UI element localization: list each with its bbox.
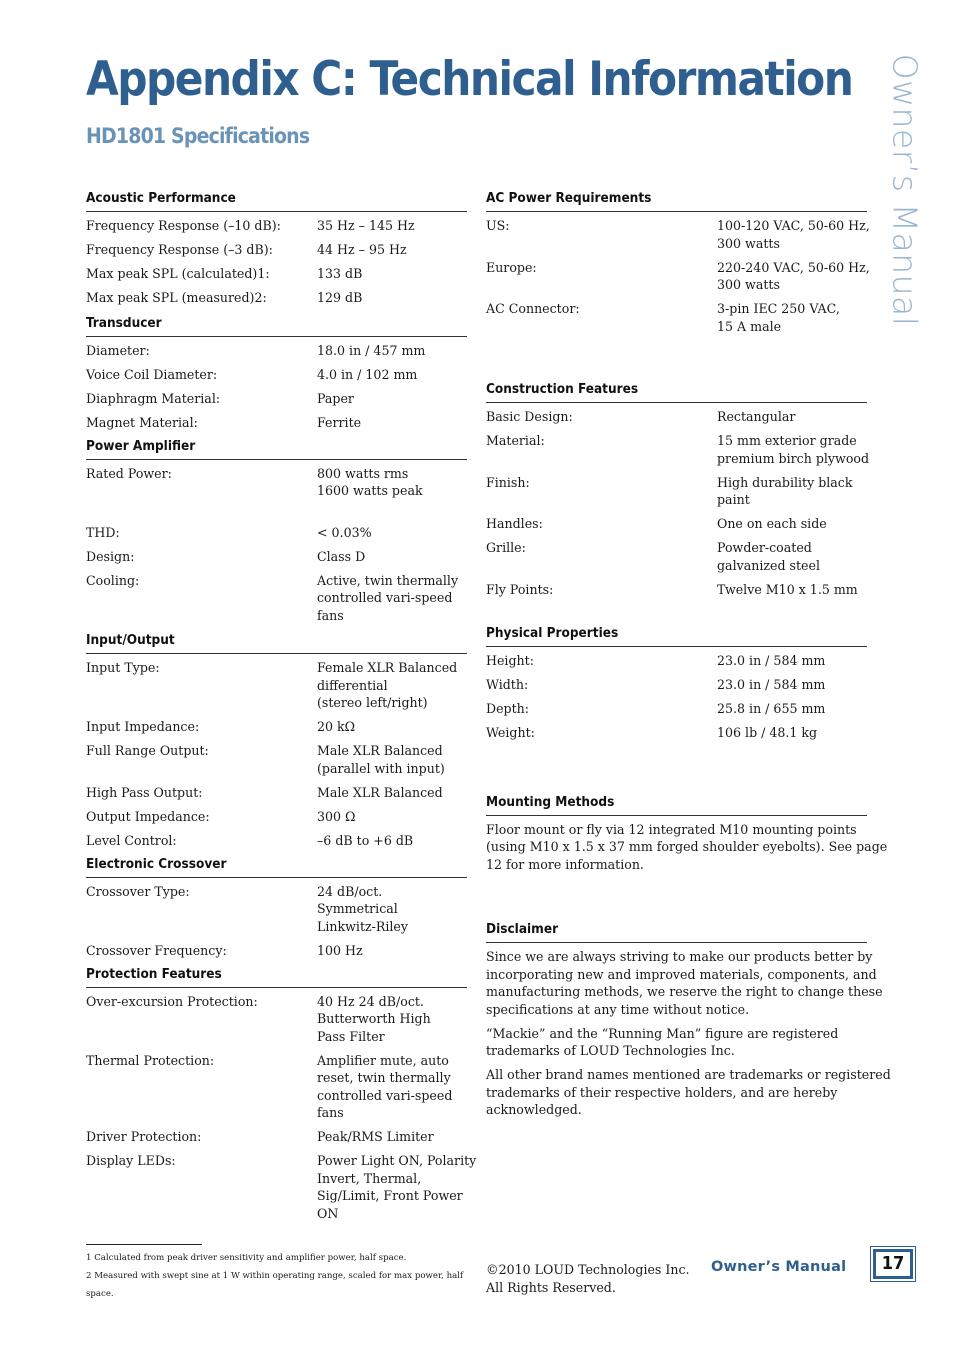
spec-label: US: — [486, 218, 510, 233]
spec-value — [317, 808, 467, 826]
spec-label: Frequency Response (–10 dB): — [86, 218, 281, 233]
paragraph-line: incorporating new and improved materials, components, and — [486, 966, 877, 982]
section-title: Acoustic Performance — [86, 190, 467, 212]
page-number-box — [871, 1247, 915, 1281]
spec-value-line: Active, twin thermally — [317, 572, 459, 588]
spec-section — [86, 190, 467, 307]
paragraph-line: Since we are always striving to make our products better by — [486, 949, 873, 964]
spec-value-line: ON — [317, 1205, 339, 1221]
spec-section — [486, 921, 891, 1119]
spec-label: AC Connector: — [486, 301, 580, 316]
spec-value-line: One on each side — [717, 516, 827, 531]
spec-value-line: Amplifier mute, auto — [317, 1052, 449, 1068]
spec-label: Diameter: — [86, 342, 150, 358]
spec-value-line: Ferrite — [317, 414, 362, 430]
spec-value-line: 15 A male — [717, 318, 782, 334]
spec-value-line: (parallel with input) — [317, 760, 445, 776]
spec-label: Full Range Output: — [86, 743, 209, 758]
spec-row — [86, 1128, 467, 1146]
paragraph-line: “Mackie” and the “Running Man” figure are registered — [486, 1025, 839, 1041]
paragraph-line: manufacturing methods, we reserve the right to change these — [486, 984, 883, 999]
spec-value — [317, 1128, 467, 1146]
spec-label: Handles: — [486, 516, 543, 531]
section-title: Mounting Methods — [486, 794, 867, 816]
spec-value-line: 18.0 in / 457 mm — [317, 342, 426, 358]
spec-value-line: reset, twin thermally — [317, 1070, 451, 1085]
section-title: Electronic Crossover — [86, 856, 467, 878]
spec-label: Max peak SPL (calculated)1: — [86, 266, 270, 281]
spec-value — [717, 408, 867, 426]
spec-value-line: 106 lb / 48.1 kg — [717, 725, 818, 740]
spec-row — [486, 432, 870, 467]
spec-value — [317, 465, 467, 500]
spec-value — [317, 572, 467, 625]
spec-row — [86, 366, 467, 384]
spec-value-line: 133 dB — [317, 266, 363, 281]
spec-value-line: < 0.03% — [317, 524, 372, 540]
copyright — [486, 1261, 690, 1296]
spec-value — [317, 659, 467, 712]
spec-value-line: Symmetrical — [317, 901, 398, 916]
spec-value-line: controlled vari-speed — [317, 1087, 453, 1103]
copyright-line: All Rights Reserved. — [486, 1279, 616, 1295]
spec-value-line: fans — [317, 607, 344, 623]
spec-row — [486, 217, 870, 252]
spec-label: Frequency Response (–3 dB): — [86, 242, 273, 257]
footnotes — [86, 1249, 466, 1303]
footnote-line: 2 Measured with swept sine at 1 W within operating range, scaled for max power, half — [86, 1271, 464, 1281]
spec-row — [486, 539, 867, 574]
spec-section — [486, 793, 888, 874]
paragraph-line: acknowledged. — [486, 1102, 582, 1117]
spec-label: Rated Power: — [86, 465, 172, 481]
spec-value-line: Powder-coated — [717, 540, 812, 555]
spec-label: Crossover Frequency: — [86, 942, 227, 958]
spec-value-line: Sig/Limit, Front Power — [317, 1188, 463, 1203]
spec-value-line: 300 Ω — [317, 808, 356, 824]
right-spec-column — [486, 190, 891, 1125]
spec-row — [86, 414, 467, 432]
spec-label: Weight: — [486, 725, 535, 740]
spec-row — [86, 217, 467, 235]
section-title: Protection Features — [86, 966, 467, 988]
spec-row — [86, 289, 467, 307]
spec-value — [717, 300, 867, 335]
spec-row — [86, 808, 467, 826]
left-spec-column — [86, 190, 477, 1229]
page-title: Appendix C: Technical Information — [86, 52, 853, 107]
spec-label: Input Type: — [86, 660, 160, 675]
spec-value-line: 300 watts — [717, 235, 780, 251]
section-paragraph — [486, 1025, 867, 1060]
spec-value — [317, 1152, 476, 1222]
spec-value-line: 100 Hz — [317, 942, 363, 958]
spec-label: Height: — [486, 653, 534, 668]
spec-value-line: 15 mm exterior grade — [717, 433, 857, 448]
spec-value-line: differential — [317, 677, 388, 693]
spec-value-line: Female XLR Balanced — [317, 660, 458, 675]
spec-value — [317, 832, 467, 850]
spec-label: Design: — [86, 548, 135, 564]
spec-value-line: 800 watts rms — [317, 465, 409, 481]
spec-value-line: 300 watts — [717, 277, 780, 292]
spec-section — [86, 856, 467, 960]
spec-label: Thermal Protection: — [86, 1052, 215, 1068]
spec-value-line: 24 dB/oct. — [317, 883, 383, 899]
spec-value-line: Twelve M10 x 1.5 mm — [717, 581, 858, 597]
spec-row — [486, 474, 867, 509]
paragraph-line: trademarks of their respective holders, and are hereby — [486, 1084, 838, 1100]
spec-value-line: Peak/RMS Limiter — [317, 1129, 434, 1144]
spec-value-line: Class D — [317, 548, 366, 564]
spec-value-line: 1600 watts peak — [317, 483, 423, 498]
section-title: Physical Properties — [486, 625, 867, 647]
footnote-rule — [86, 1244, 202, 1245]
spec-value — [717, 676, 867, 694]
section-paragraph — [486, 1066, 891, 1119]
spec-row — [486, 676, 867, 694]
spec-section — [86, 438, 467, 625]
spec-label: Diaphragm Material: — [86, 390, 221, 406]
spec-value — [317, 414, 467, 432]
section-paragraph — [486, 821, 888, 874]
spec-section — [86, 965, 477, 1223]
spec-row — [486, 724, 867, 742]
spec-label: Over-excursion Protection: — [86, 993, 258, 1009]
spec-value — [317, 342, 467, 360]
spec-value-line: Rectangular — [717, 409, 796, 424]
spec-label: Level Control: — [86, 832, 177, 848]
spec-value — [717, 581, 867, 599]
spec-value-line: 129 dB — [317, 290, 363, 305]
paragraph-line: specifications at any time without notice. — [486, 1001, 750, 1017]
spec-label: Finish: — [486, 474, 530, 490]
spec-section — [486, 190, 870, 335]
spec-row — [86, 1152, 477, 1222]
spec-row — [86, 742, 467, 777]
spec-label: High Pass Output: — [86, 784, 203, 800]
spec-section — [86, 632, 467, 849]
paragraph-line: trademarks of LOUD Technologies Inc. — [486, 1043, 735, 1058]
spec-row — [486, 581, 867, 599]
paragraph-line: (using M10 x 1.5 x 37 mm forged shoulder eyebolts). See page — [486, 839, 888, 854]
spec-label: Crossover Type: — [86, 883, 190, 899]
section-title: AC Power Requirements — [486, 190, 867, 212]
spec-label: Magnet Material: — [86, 414, 198, 430]
copyright-line: ©2010 LOUD Technologies Inc. — [486, 1262, 690, 1277]
spec-row — [86, 993, 467, 1046]
spec-value — [317, 241, 467, 259]
footnote-line: 1 Calculated from peak driver sensitivity and amplifier power, half space. — [86, 1253, 407, 1263]
spec-row — [86, 832, 467, 850]
spec-row — [86, 390, 467, 408]
spec-row — [486, 259, 870, 294]
spec-value — [317, 993, 467, 1046]
spec-row — [86, 265, 467, 283]
spec-value-line: galvanized steel — [717, 557, 820, 573]
spec-value-line: Invert, Thermal, — [317, 1170, 422, 1186]
spec-row — [86, 465, 467, 500]
spec-value-line: 25.8 in / 655 mm — [717, 701, 826, 716]
spec-value-line: Pass Filter — [317, 1028, 385, 1044]
section-title: Construction Features — [486, 381, 867, 403]
spec-row — [486, 652, 867, 670]
spec-value-line: Paper — [317, 390, 354, 406]
spec-value — [717, 652, 867, 670]
spec-value-line: (stereo left/right) — [317, 695, 428, 710]
spec-value-line: 40 Hz 24 dB/oct. — [317, 993, 424, 1009]
spec-row — [86, 342, 467, 360]
spec-label: Max peak SPL (measured)2: — [86, 290, 267, 305]
section-title: Disclaimer — [486, 921, 867, 943]
paragraph-line: All other brand names mentioned are trademarks or registered — [486, 1067, 891, 1082]
spec-label: Display LEDs: — [86, 1153, 176, 1168]
spec-section — [486, 625, 867, 742]
section-paragraph — [486, 948, 883, 1018]
page-number: 17 — [876, 1252, 910, 1276]
spec-value-line: 35 Hz – 145 Hz — [317, 218, 415, 233]
spec-value — [717, 474, 867, 509]
spec-row — [86, 1052, 467, 1122]
spec-label: Depth: — [486, 701, 530, 716]
footer-brand: Owner’s Manual — [711, 1259, 847, 1275]
spec-row — [486, 300, 867, 335]
section-title: Power Amplifier — [86, 438, 467, 460]
spec-label: Basic Design: — [486, 409, 573, 424]
spec-value — [317, 390, 467, 408]
spec-section — [486, 381, 870, 598]
spec-value — [717, 217, 870, 252]
spec-row — [86, 572, 467, 625]
spec-value-line: paint — [717, 492, 750, 507]
spec-label: Fly Points: — [486, 581, 554, 597]
spec-value-line: Linkwitz-Riley — [317, 918, 408, 934]
spec-label: Width: — [486, 677, 529, 692]
spec-value-line: –6 dB to +6 dB — [317, 832, 414, 848]
spec-row — [86, 548, 467, 566]
spec-row — [86, 659, 467, 712]
spec-label: Input Impedance: — [86, 719, 200, 734]
spec-value-line: fans — [317, 1105, 344, 1120]
spec-value-line: Male XLR Balanced — [317, 784, 443, 800]
spec-value — [717, 515, 867, 533]
spec-label: THD: — [86, 524, 120, 540]
footnote-line: space. — [86, 1289, 114, 1299]
spec-value-line: Male XLR Balanced — [317, 743, 443, 758]
spec-value-line: 23.0 in / 584 mm — [717, 677, 826, 692]
spec-value — [317, 1052, 467, 1122]
side-manual-label: Owner’s Manual — [885, 53, 925, 327]
spec-value-line: premium birch plywood — [717, 450, 870, 466]
spec-row — [86, 718, 467, 736]
spec-value-line: 23.0 in / 584 mm — [717, 653, 826, 668]
spec-label: Cooling: — [86, 572, 140, 588]
spec-value-line: Butterworth High — [317, 1011, 431, 1026]
spec-value — [317, 742, 467, 777]
spec-label: Voice Coil Diameter: — [86, 366, 218, 382]
spec-row — [86, 883, 467, 936]
spec-value-line: 220-240 VAC, 50-60 Hz, — [717, 259, 870, 275]
spec-value — [317, 265, 467, 283]
spec-value — [317, 548, 467, 566]
spec-row — [86, 942, 467, 960]
spec-section — [86, 315, 467, 432]
spec-value — [717, 700, 867, 718]
spec-value — [317, 718, 467, 736]
paragraph-line: Floor mount or fly via 12 integrated M10 mounting points — [486, 821, 857, 837]
spec-label: Driver Protection: — [86, 1129, 202, 1144]
spec-value — [317, 784, 467, 802]
spec-value — [317, 942, 467, 960]
spec-label: Material: — [486, 433, 545, 448]
spec-value — [317, 883, 467, 936]
spec-value-line: High durability black — [717, 474, 853, 490]
spec-row — [86, 524, 467, 542]
spec-value-line: controlled vari-speed — [317, 590, 453, 605]
section-title: Transducer — [86, 315, 467, 337]
spec-value — [317, 524, 467, 542]
spec-value-line: 100-120 VAC, 50-60 Hz, — [717, 218, 870, 233]
spec-value-line: 4.0 in / 102 mm — [317, 366, 418, 382]
spec-label: Grille: — [486, 540, 526, 555]
spec-row — [86, 241, 467, 259]
spec-value-line: 20 kΩ — [317, 719, 356, 734]
spec-row — [86, 784, 467, 802]
spec-row — [486, 408, 867, 426]
spec-value — [317, 366, 467, 384]
spec-row — [486, 515, 867, 533]
spec-value-line: Power Light ON, Polarity — [317, 1153, 477, 1168]
paragraph-line: 12 for more information. — [486, 856, 644, 872]
spec-value — [317, 217, 467, 235]
spec-label: Europe: — [486, 259, 537, 275]
spec-value — [717, 724, 867, 742]
spec-value-line: 3-pin IEC 250 VAC, — [717, 301, 840, 316]
page-subtitle: HD1801 Specifications — [86, 124, 310, 148]
spec-value — [717, 259, 870, 294]
spec-label: Output Impedance: — [86, 808, 210, 824]
spec-value — [317, 289, 467, 307]
spec-value — [717, 432, 869, 467]
section-title: Input/Output — [86, 632, 467, 654]
spec-value — [717, 539, 867, 574]
spec-value-line: 44 Hz – 95 Hz — [317, 242, 407, 257]
spec-row — [486, 700, 867, 718]
